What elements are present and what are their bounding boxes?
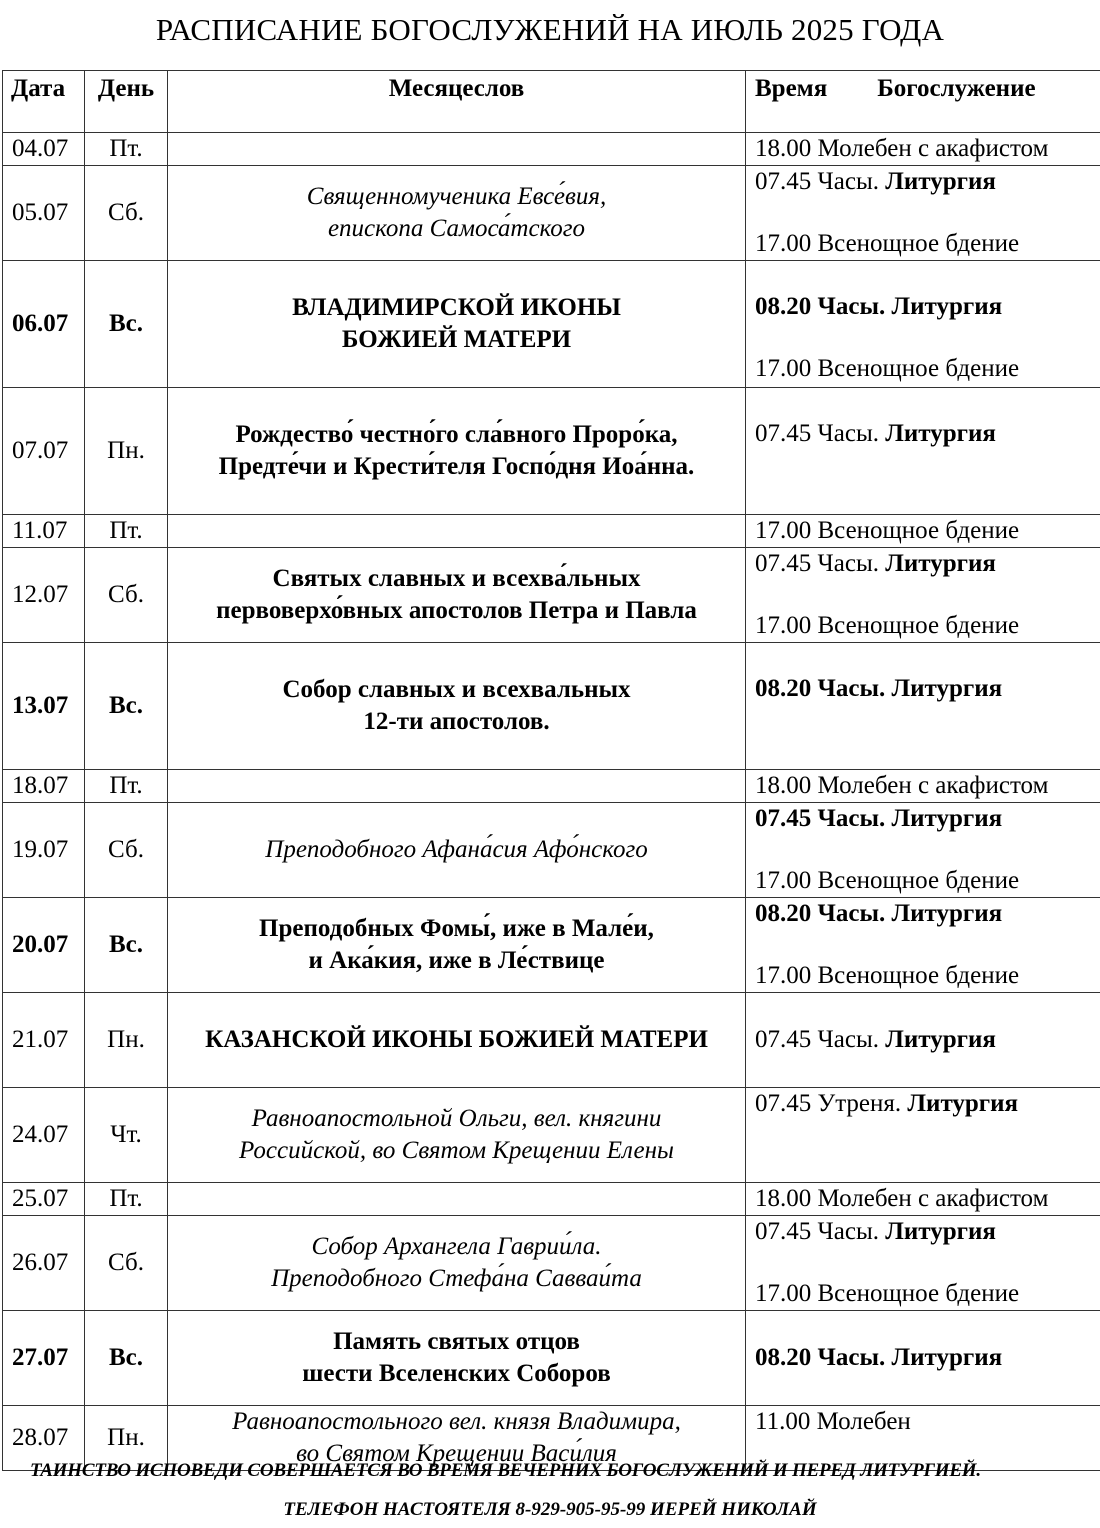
service-time: 17.00 (755, 1280, 812, 1307)
service-entry (755, 610, 1100, 642)
row-date: 04.07 (3, 133, 85, 166)
service-entry (755, 1216, 1100, 1248)
feast-line: во Святом Крещении Васи́лия (296, 1440, 617, 1467)
row-mesyatseslov (168, 1183, 746, 1216)
row-mesyatseslov (168, 515, 746, 548)
row-services (746, 803, 1100, 898)
feast-line: БОЖИЕЙ МАТЕРИ (341, 326, 572, 353)
schedule-row (3, 1311, 1100, 1406)
row-day: Пн. (85, 1406, 168, 1471)
service-time: 17.00 (755, 612, 812, 639)
service-time: 08.20 (755, 293, 812, 320)
schedule-row (3, 898, 1100, 993)
schedule-row (3, 515, 1100, 548)
row-day: Чт. (85, 1088, 168, 1183)
service-name: Часы. Литургия (817, 675, 1003, 702)
service-time: 18.00 (755, 135, 812, 162)
schedule-row (3, 388, 1100, 515)
service-time: 18.00 (755, 772, 812, 799)
service-entry (755, 548, 1100, 580)
service-time: 17.00 (755, 230, 812, 257)
schedule-table (2, 70, 1100, 1471)
row-services (746, 1311, 1100, 1406)
service-entry (755, 1278, 1100, 1310)
row-mesyatseslov (168, 803, 746, 898)
service-liturgy: Литургия (885, 420, 996, 447)
schedule-row (3, 1216, 1100, 1311)
service-liturgy: Литургия (885, 168, 996, 195)
service-entry (755, 1342, 1100, 1374)
service-time: 17.00 (755, 355, 812, 382)
service-name: Часы. Литургия (817, 805, 1003, 832)
feast-line: шести Вселенских Соборов (302, 1360, 611, 1387)
schedule-row (3, 166, 1100, 261)
row-services (746, 515, 1100, 548)
service-entry (755, 1183, 1100, 1215)
service-time: 07.45 (755, 1090, 812, 1117)
service-name: Часы. Литургия (817, 1344, 1003, 1371)
service-time: 07.45 (755, 1026, 812, 1053)
schedule-row (3, 770, 1100, 803)
feast-line: первоверхо́вных апостолов Петра и Павла (216, 597, 697, 624)
schedule-row (3, 1088, 1100, 1183)
footer-phone-note: ТЕЛЕФОН НАСТОЯТЕЛЯ 8-929-905-95-99 ИЕРЕЙ НИКОЛАЙ (283, 1499, 817, 1520)
row-mesyatseslov (168, 1216, 746, 1311)
row-date: 19.07 (3, 803, 85, 898)
feast-line: Собор Архангела Гаврии́ла. (311, 1233, 602, 1260)
row-mesyatseslov (168, 1311, 746, 1406)
feast-line: епископа Самоса́тского (327, 215, 586, 242)
row-day: Вс. (85, 643, 168, 770)
row-day: Вс. (85, 898, 168, 993)
service-liturgy: Литургия (885, 1218, 996, 1245)
service-time: 17.00 (755, 867, 812, 894)
feast-line: Преподобного Стефа́на Савваи́та (271, 1265, 642, 1292)
service-name: Молебен (816, 1408, 911, 1435)
service-name: Часы. Литургия (817, 293, 1003, 320)
row-day: Сб. (85, 166, 168, 261)
service-name: Часы. Литургия (817, 900, 1003, 927)
feast-line: Предте́чи и Крести́теля Госпо́дня Иоа́нна. (218, 453, 695, 480)
row-day: Сб. (85, 1216, 168, 1311)
service-gap (755, 1248, 1100, 1278)
row-date: 07.07 (3, 388, 85, 515)
feast-line: КАЗАНСКОЙ ИКОНЫ БОЖИЕЙ МАТЕРИ (205, 1026, 708, 1053)
row-services (746, 898, 1100, 993)
row-date: 18.07 (3, 770, 85, 803)
header-day: День (85, 71, 168, 133)
row-date: 05.07 (3, 166, 85, 261)
row-mesyatseslov (168, 261, 746, 388)
service-entry (755, 1088, 1100, 1120)
row-services (746, 261, 1100, 388)
row-date: 27.07 (3, 1311, 85, 1406)
service-entry (755, 418, 1100, 450)
page-title: РАСПИСАНИЕ БОГОСЛУЖЕНИЙ НА ИЮЛЬ 2025 ГОДА (155, 12, 945, 47)
service-name: Всенощное бдение (817, 612, 1020, 639)
row-day: Пн. (85, 993, 168, 1088)
row-mesyatseslov (168, 1088, 746, 1183)
service-entry (755, 803, 1100, 835)
service-name: Всенощное бдение (817, 867, 1020, 894)
row-mesyatseslov (168, 133, 746, 166)
schedule-row (3, 993, 1100, 1088)
row-services (746, 166, 1100, 261)
service-name: Утреня. (817, 1090, 902, 1117)
row-services (746, 1216, 1100, 1311)
service-entry (755, 228, 1100, 260)
row-services (746, 770, 1100, 803)
service-time: 08.20 (755, 900, 812, 927)
service-time: 07.45 (755, 1218, 812, 1245)
service-liturgy: Литургия (907, 1090, 1019, 1117)
row-day: Пт. (85, 133, 168, 166)
service-name: Всенощное бдение (817, 962, 1020, 989)
schedule-row (3, 261, 1100, 388)
service-entry (755, 291, 1100, 323)
service-gap (755, 835, 1100, 865)
row-day: Пт. (85, 1183, 168, 1216)
schedule-row (3, 1183, 1100, 1216)
row-services (746, 388, 1100, 515)
service-time: 08.20 (755, 1344, 812, 1371)
row-mesyatseslov (168, 993, 746, 1088)
service-liturgy: Литургия (885, 1026, 996, 1053)
feast-line: Преподобного Афана́сия Афо́нского (265, 836, 648, 863)
service-entry (755, 353, 1100, 385)
service-name: Молебен с акафистом (817, 1185, 1049, 1212)
row-date: 13.07 (3, 643, 85, 770)
service-entry (755, 898, 1100, 930)
row-date: 11.07 (3, 515, 85, 548)
service-time: 17.00 (755, 517, 812, 544)
service-time: 07.45 (755, 168, 812, 195)
service-entry (755, 1406, 1100, 1438)
row-day: Сб. (85, 548, 168, 643)
service-name: Молебен с акафистом (817, 772, 1049, 799)
feast-line: Рождество́ честно́го сла́вного Проро́ка, (235, 421, 678, 448)
feast-line: и Ака́кия, иже в Ле́ствице (308, 947, 605, 974)
service-name: Часы. (817, 550, 879, 577)
row-services (746, 1183, 1100, 1216)
footer-confession-note: ТАИНСТВО ИСПОВЕДИ СОВЕРШАЕТСЯ ВО ВРЕМЯ ВЕЧЕРНИХ БОГОСЛУЖЕНИЙ И ПЕРЕД ЛИТУРГИЕЙ. (30, 1460, 981, 1481)
service-time: 07.45 (755, 805, 812, 832)
feast-line: Собор славных и всехвальных (282, 676, 631, 703)
service-entry (755, 960, 1100, 992)
row-date: 28.07 (3, 1406, 85, 1471)
row-date: 20.07 (3, 898, 85, 993)
service-entry (755, 770, 1100, 802)
feast-line: Российской, во Святом Крещении Елены (239, 1137, 674, 1164)
feast-line: Преподобных Фомы́, иже в Мале́и, (259, 915, 654, 942)
row-mesyatseslov (168, 898, 746, 993)
service-entry (755, 865, 1100, 897)
feast-line: Память святых отцов (333, 1328, 580, 1355)
header-date: Дата (3, 71, 85, 133)
header-row (3, 71, 1100, 133)
service-entry (755, 1024, 1100, 1056)
service-gap (755, 323, 1100, 353)
service-liturgy: Литургия (885, 550, 996, 577)
header-mesyatseslov: Месяцеслов (168, 71, 746, 133)
row-date: 24.07 (3, 1088, 85, 1183)
service-name: Всенощное бдение (817, 230, 1020, 257)
schedule-row (3, 643, 1100, 770)
service-time: 07.45 (755, 550, 812, 577)
row-mesyatseslov (168, 548, 746, 643)
service-name: Часы. (817, 168, 879, 195)
row-mesyatseslov (168, 388, 746, 515)
row-mesyatseslov (168, 166, 746, 261)
feast-line: ВЛАДИМИРСКОЙ ИКОНЫ (292, 294, 621, 321)
row-day: Пн. (85, 388, 168, 515)
row-services (746, 133, 1100, 166)
service-name: Часы. (817, 1218, 879, 1245)
row-day: Сб. (85, 803, 168, 898)
service-name: Всенощное бдение (817, 355, 1020, 382)
service-time: 08.20 (755, 675, 812, 702)
schedule-row (3, 133, 1100, 166)
feast-line: 12-ти апостолов. (363, 708, 550, 735)
service-name: Всенощное бдение (817, 517, 1020, 544)
row-date: 26.07 (3, 1216, 85, 1311)
row-date: 12.07 (3, 548, 85, 643)
schedule-row (3, 548, 1100, 643)
row-services (746, 548, 1100, 643)
service-entry (755, 673, 1100, 705)
row-services (746, 993, 1100, 1088)
row-day: Вс. (85, 1311, 168, 1406)
service-gap (755, 198, 1100, 228)
row-day: Пт. (85, 515, 168, 548)
service-entry (755, 515, 1100, 547)
feast-line: Священномученика Евсе́вия, (306, 183, 607, 210)
row-date: 06.07 (3, 261, 85, 388)
row-day: Вс. (85, 261, 168, 388)
feast-line: Равноапостольного вел. князя Владимира, (232, 1408, 681, 1435)
service-time: 11.00 (755, 1408, 811, 1435)
service-gap (755, 580, 1100, 610)
service-gap (755, 930, 1100, 960)
row-services (746, 643, 1100, 770)
row-date: 21.07 (3, 993, 85, 1088)
service-name: Часы. (817, 1026, 879, 1053)
service-name: Молебен с акафистом (817, 135, 1049, 162)
row-mesyatseslov (168, 643, 746, 770)
header-time-service: Время Богослужение (746, 71, 1100, 133)
row-services (746, 1088, 1100, 1183)
schedule-row (3, 803, 1100, 898)
service-name: Часы. (817, 420, 879, 447)
service-time: 18.00 (755, 1185, 812, 1212)
row-mesyatseslov (168, 770, 746, 803)
feast-line: Святых славных и всехва́льных (272, 565, 641, 592)
service-entry (755, 133, 1100, 165)
service-name: Всенощное бдение (817, 1280, 1020, 1307)
service-time: 17.00 (755, 962, 812, 989)
feast-line: Равноапостольной Ольги, вел. княгини (251, 1105, 662, 1132)
row-day: Пт. (85, 770, 168, 803)
service-time: 07.45 (755, 420, 812, 447)
row-date: 25.07 (3, 1183, 85, 1216)
service-entry (755, 166, 1100, 198)
